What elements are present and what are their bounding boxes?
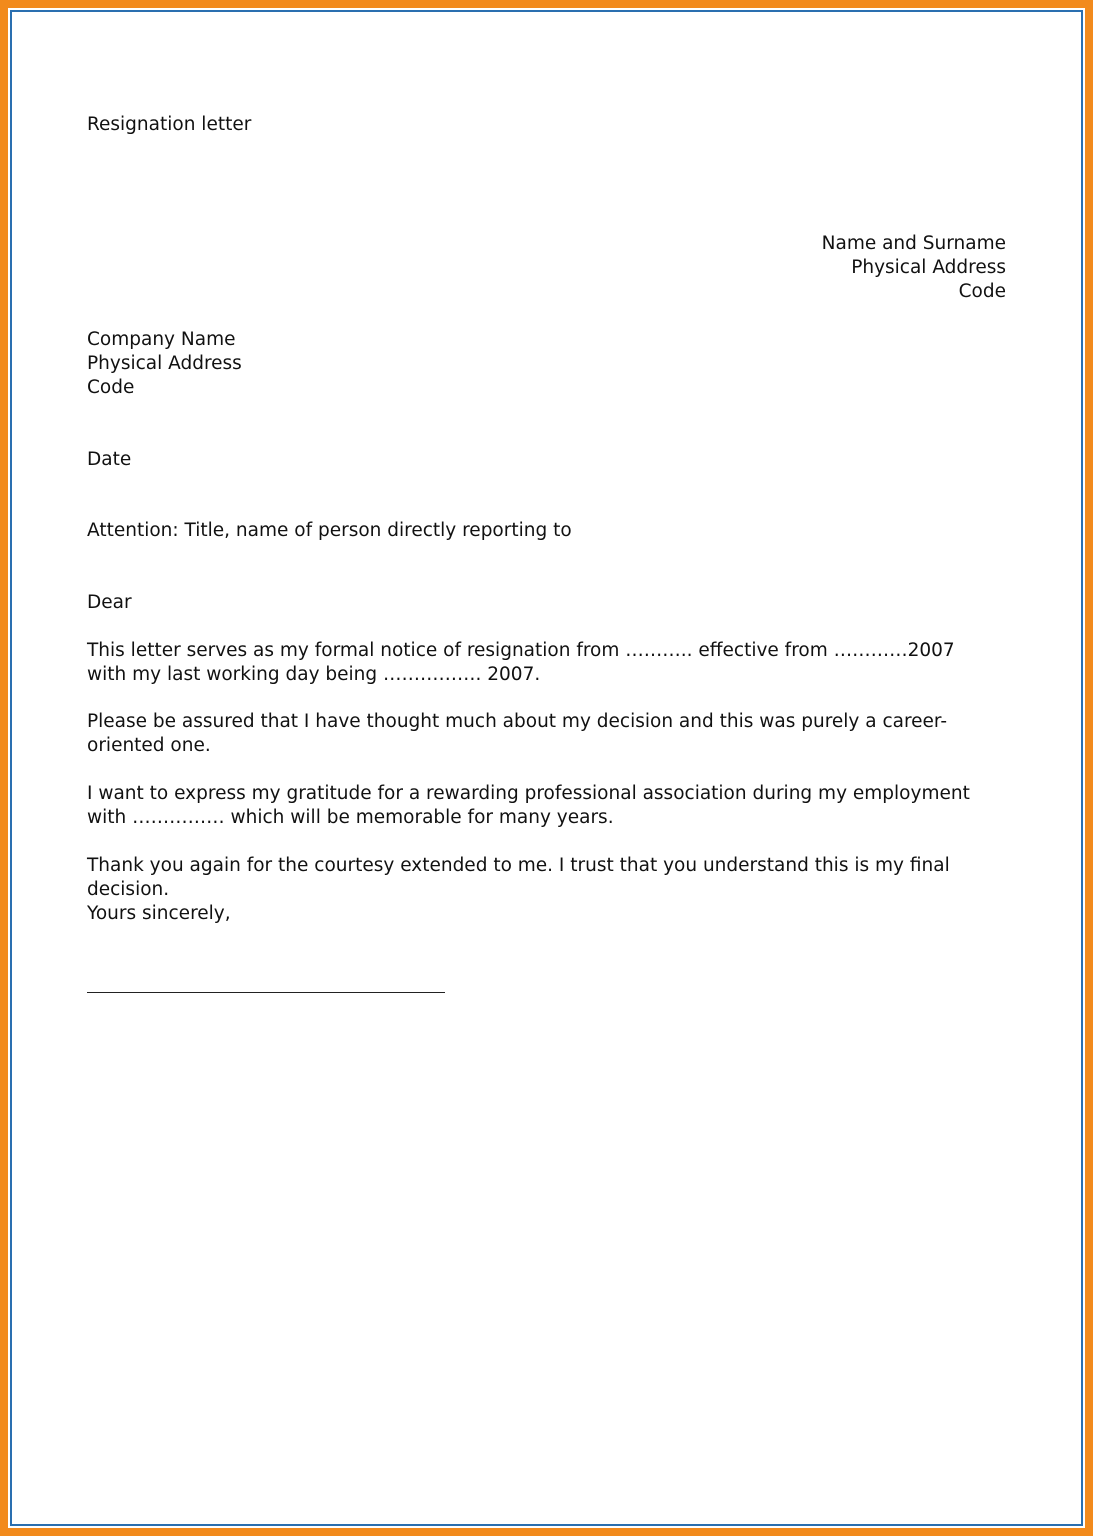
sender-address: Physical Address [851,257,1006,278]
body-paragraph-assurance: Please be assured that I have thought much about my decision and this was purely a career-oriented one. [87,711,948,756]
sender-block [822,232,1006,304]
letter-heading: Resignation letter [87,114,252,135]
recipient-company: Company Name [87,329,236,350]
signature-line [87,992,445,993]
closing: Yours sincerely, [87,903,231,924]
recipient-address: Physical Address [87,353,242,374]
sender-code: Code [958,281,1006,302]
attention-line: Attention: Title, name of person directly reporting to [87,520,572,541]
recipient-code: Code [87,377,135,398]
body-paragraph-notice: This letter serves as my formal notice of resignation from ……….. effective from …………2007 with my last working day being ……………. 2007. [87,640,955,685]
body-paragraph-gratitude: I want to express my gratitude for a rewarding professional association during my employment with …………… which will be memorable for many years. [87,783,970,828]
recipient-block [87,328,242,400]
salutation: Dear [87,592,132,613]
date-label: Date [87,449,132,470]
body-paragraph-thanks: Thank you again for the courtesy extended to me. I trust that you understand this is my final decision. [87,855,950,900]
sender-name: Name and Surname [821,233,1006,254]
